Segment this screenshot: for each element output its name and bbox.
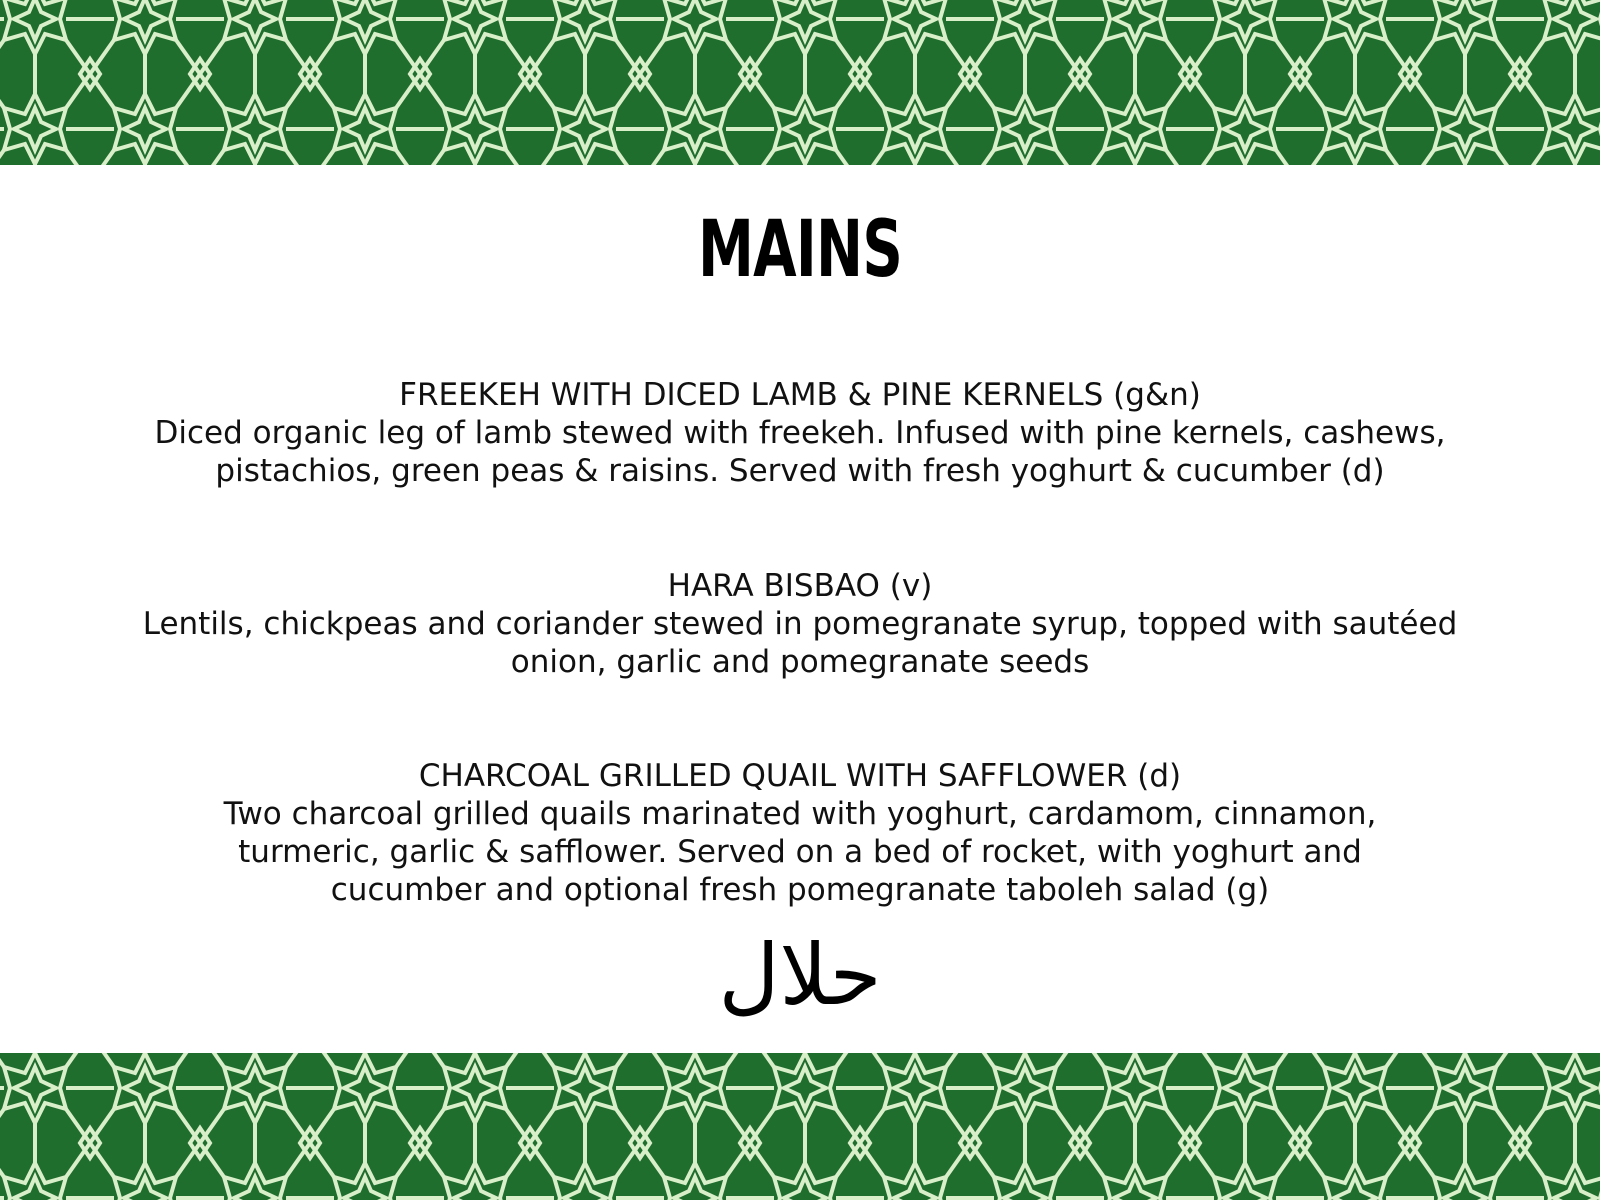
menu-item-name: FREEKEH WITH DICED LAMB & PINE KERNELS (g&n)	[399, 377, 1201, 413]
halal-label: حلال	[718, 926, 882, 1024]
section-title: MAINS	[697, 205, 903, 295]
top-pattern-border	[0, 0, 1600, 165]
islamic-geometric-pattern-top	[0, 0, 1600, 165]
menu-item-grilled-quail	[100, 757, 1500, 909]
islamic-geometric-pattern-bottom	[0, 1053, 1600, 1200]
menu-item-hara-bisbao	[100, 567, 1500, 681]
menu-item-freekeh	[100, 376, 1500, 490]
menu-item-name: HARA BISBAO (v)	[667, 568, 933, 604]
menu-item-description: Lentils, chickpeas and coriander stewed in pomegranate syrup, topped with sautéed onion, garlic and pomegranate seeds	[142, 606, 1458, 680]
menu-item-name: CHARCOAL GRILLED QUAIL WITH SAFFLOWER (d)	[418, 758, 1182, 794]
bottom-pattern-border	[0, 1053, 1600, 1200]
menu-item-description: Two charcoal grilled quails marinated with yoghurt, cardamom, cinnamon, turmeric, garlic & safflower. Served on a bed of rocket, with yoghurt and cucumber and optional fresh pomegranate taboleh salad (g)	[223, 796, 1377, 908]
menu-item-description: Diced organic leg of lamb stewed with freekeh. Infused with pine kernels, cashews, pistachios, green peas & raisins. Served with fresh yoghurt & cucumber (d)	[154, 415, 1446, 489]
